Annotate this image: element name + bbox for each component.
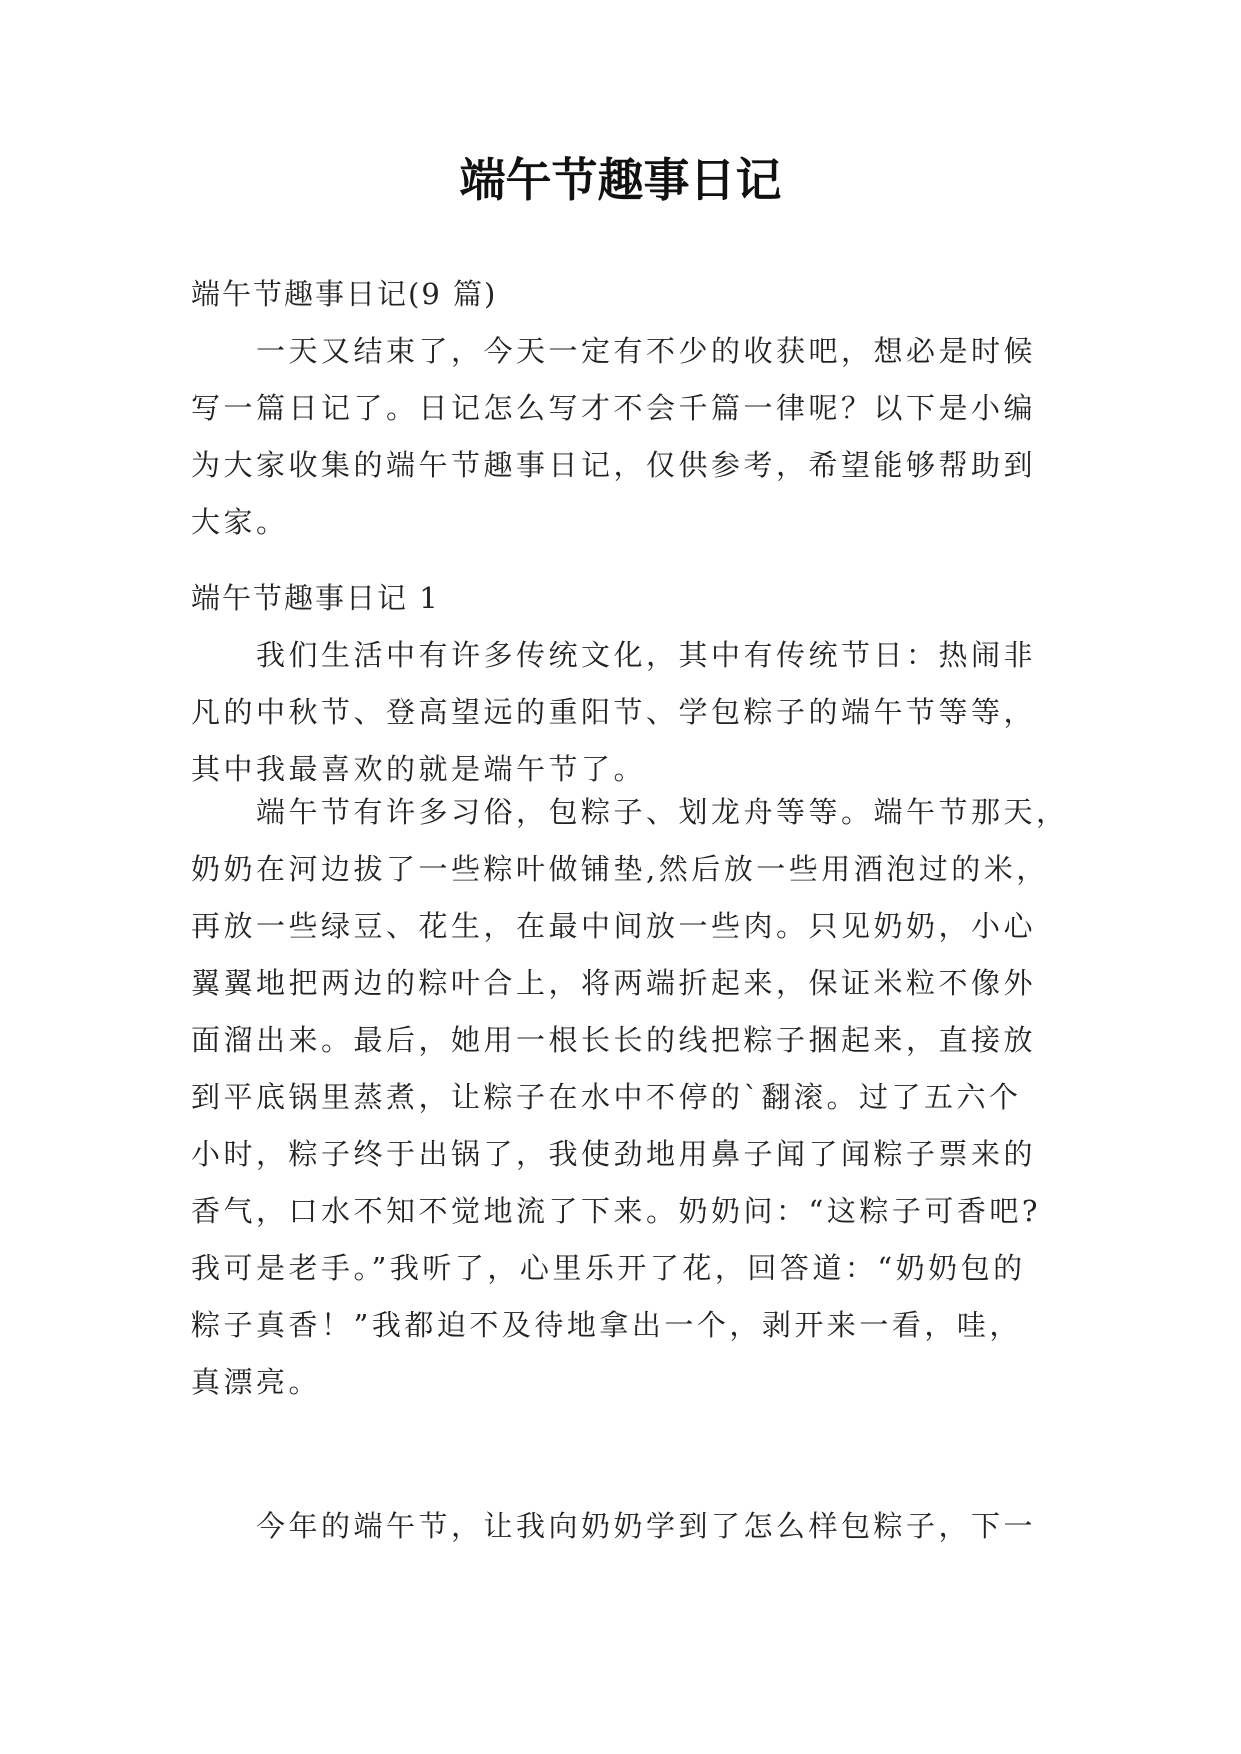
- paragraph-line: 我们生活中有许多传统文化，其中有传统节日：热闹非: [256, 638, 1037, 672]
- intro-paragraph: [191, 323, 1049, 551]
- paragraph-line: 真漂亮。: [191, 1365, 322, 1399]
- paragraph-line: 我可是老手。”我听了，心里乐开了花，回答道：“奶奶包的: [191, 1251, 1026, 1285]
- paragraph-3: [191, 1498, 1049, 1555]
- subtitle-line: 端午节趣事日记(9 篇): [191, 277, 498, 311]
- paragraph-line: 粽子真香！”我都迫不及待地拿出一个，剥开来一看，哇，: [191, 1308, 1022, 1342]
- paragraph-line: 端午节有许多习俗，包粽子、划龙舟等等。端午节那天，: [256, 795, 1069, 829]
- paragraph-2: [191, 784, 1069, 1411]
- document-title: 端午节趣事日记: [459, 153, 782, 207]
- paragraph-line: 其中我最喜欢的就是端午节了。: [191, 752, 647, 786]
- paragraph-line: 凡的中秋节、登高望远的重阳节、学包粽子的端午节等等，: [191, 695, 1037, 729]
- paragraph-line: 为大家收集的端午节趣事日记，仅供参考，希望能够帮助到: [191, 448, 1037, 482]
- paragraph-line: 写一篇日记了。日记怎么写才不会千篇一律呢？以下是小编: [191, 391, 1037, 425]
- paragraph-line: 面溜出来。最后，她用一根长长的线把粽子捆起来，直接放: [191, 1023, 1037, 1057]
- paragraph-line: 小时，粽子终于出锅了，我使劲地用鼻子闻了闻粽子票来的: [191, 1137, 1037, 1171]
- section-heading-line: 端午节趣事日记 1: [191, 581, 440, 615]
- paragraph-line: 翼翼地把两边的粽叶合上，将两端折起来，保证米粒不像外: [191, 966, 1037, 1000]
- paragraph-line: 一天又结束了，今天一定有不少的收获吧，想必是时候: [256, 334, 1037, 368]
- paragraph-line: 今年的端午节，让我向奶奶学到了怎么样包粽子，下一: [256, 1509, 1037, 1543]
- section-heading: [191, 570, 1049, 627]
- paragraph-line: 再放一些绿豆、花生，在最中间放一些肉。只见奶奶，小心: [191, 909, 1037, 943]
- document-subtitle: [191, 266, 1049, 323]
- paragraph-line: 到平底锅里蒸煮，让粽子在水中不停的`翻滚。过了五六个: [191, 1080, 1022, 1114]
- paragraph-line: 奶奶在河边拔了一些粽叶做铺垫,然后放一些用酒泡过的米，: [191, 852, 1049, 886]
- paragraph-line: 香气，口水不知不觉地流了下来。奶奶问：“这粽子可香吧?: [191, 1194, 1041, 1228]
- paragraph-1: [191, 627, 1049, 798]
- paragraph-line: 大家。: [191, 505, 289, 539]
